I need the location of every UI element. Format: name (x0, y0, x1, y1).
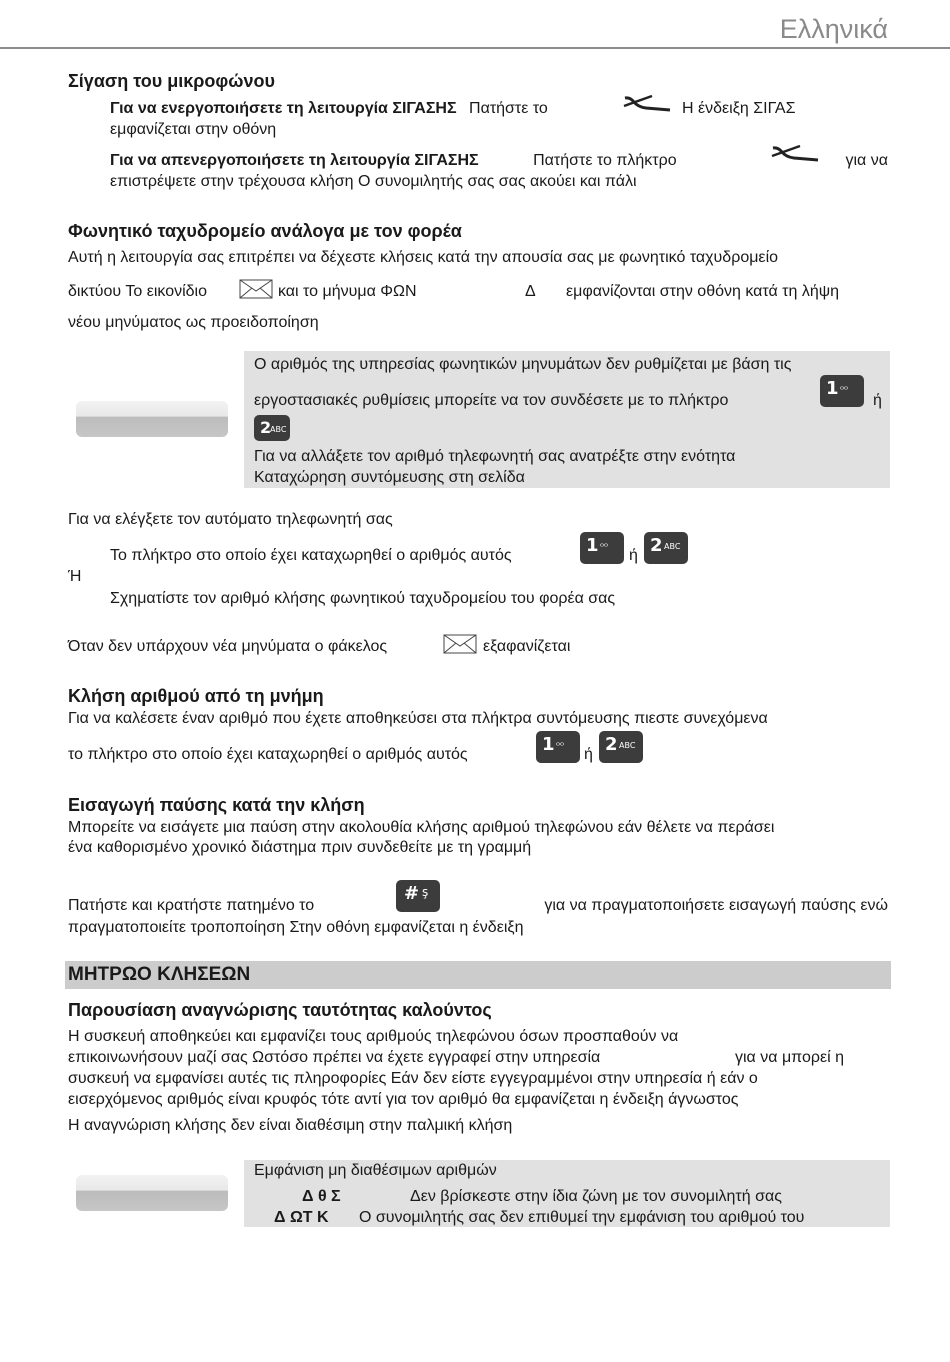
envelope-icon (443, 634, 477, 654)
pause-line4: πραγματοποιείτε τροποποίηση Στην οθόνη εμφανίζεται η ένδειξη (68, 919, 524, 936)
mute-on-text-b: Η ένδειξη ΣΙΓΑΣ (682, 100, 796, 117)
mute-heading: Σίγαση του μικροφώνου (68, 71, 275, 91)
key-2: 2 ABC (254, 415, 290, 441)
check-or-small: ή (629, 547, 638, 564)
pause-line3-b: για να πραγματοποιήσετε εισαγωγή παύσης ενώ (544, 897, 888, 914)
note-r1-text: Δεν βρίσκεστε στην ίδια ζώνη με τον συνομιλητή σας (410, 1188, 782, 1205)
mute-on-bold: Για να ενεργοποιήσετε τη λειτουργία ΣΙΓΑΣΗΣ (110, 100, 457, 117)
caller-p1: Η συσκευή αποθηκεύει και εμφανίζει τους αριθμούς τηλεφώνου όσων προσπαθούν να (68, 1028, 679, 1045)
note-r2-text: Ο συνομιλητής σας δεν επιθυμεί την εμφάνιση του αριθμού του (359, 1209, 805, 1226)
mute-on-text-c: εμφανίζεται στην οθόνη (110, 121, 277, 138)
pause-heading: Εισαγωγή παύσης κατά την κλήση (68, 795, 365, 815)
caller-p2-a: επικοινωνήσουν μαζί σας Ωστόσο πρέπει να έχετε εγγραφεί στην υπηρεσία (68, 1049, 601, 1066)
language-label: Ελληνικά (779, 14, 888, 44)
note-line3: Για να αλλάξετε τον αριθμό τηλεφωνητή σας ανατρέξτε στην ενότητα (254, 448, 736, 465)
voicemail-p1: Αυτή η λειτουργία σας επιτρέπει να δέχεστε κλήσεις κατά την απουσία σας με φωνητικό ταχυδρομείο (68, 249, 779, 266)
voicemail-p2-c: Δ (525, 283, 536, 300)
caller-p5: Η αναγνώριση κλήσης δεν είναι διαθέσιμη στην παλμική κλήση (68, 1117, 513, 1134)
caller-p4: εισερχόμενος αριθμός είναι κρυφός τότε αντί για τον αριθμό θα εμφανίζεται η ένδειξη άγνωστος (68, 1091, 739, 1108)
caller-p3: συσκευή να εμφανίσει αυτές τις πληροφορίες Εάν δεν είστε εγγεγραμμένοι στην υπηρεσία ή εάν ο (68, 1070, 758, 1087)
check-opt2: Σχηματίστε τον αριθμό κλήσης φωνητικού ταχυδρομείου του φορέα σας (110, 590, 616, 607)
mute-off-text-b: για να (845, 152, 888, 169)
note-box (244, 1160, 890, 1227)
key-2: 2 ABC (599, 731, 643, 763)
pause-line1: Μπορείτε να εισάγετε μια παύση στην ακολουθία κλήσης αριθμού τηλεφώνου εάν θέλετε να περάσει (68, 819, 775, 836)
memory-heading: Κλήση αριθμού από τη μνήμη (68, 686, 324, 706)
mute-off-bold: Για να απενεργοποιήσετε τη λειτουργία ΣΙΓΑΣΗΣ (110, 152, 479, 169)
check-or: Ή (68, 568, 82, 585)
caller-id-heading: Παρουσίαση αναγνώρισης ταυτότητας καλούντος (68, 1000, 492, 1020)
mute-on-text-a: Πατήστε το (469, 100, 548, 117)
key-1: 1 ᴼᴼ (580, 532, 624, 564)
check-opt1: Το πλήκτρο στο οποίο έχει καταχωρηθεί ο αριθμός αυτός (110, 547, 512, 564)
voicemail-p2-a: δικτύου Το εικονίδιο (68, 283, 207, 300)
voicemail-p2-d: εμφανίζονται στην οθόνη κατά τη λήψη (566, 283, 840, 300)
voicemail-p2-b: και το μήνυμα ΦΩΝ (278, 283, 417, 300)
voicemail-heading: Φωνητικό ταχυδρομείο ανάλογα με τον φορέα (68, 221, 462, 241)
memory-line2: το πλήκτρο στο οποίο έχει καταχωρηθεί ο αριθμός αυτός (68, 746, 468, 763)
memory-line1: Για να καλέσετε έναν αριθμό που έχετε αποθηκεύσει στα πλήκτρα συντόμευσης πιεστε συνεχόμενα (68, 710, 768, 727)
memory-or: ή (584, 746, 593, 763)
mute-icon (770, 144, 822, 166)
note-title: Εμφάνιση μη διαθέσιμων αριθμών (254, 1162, 497, 1179)
hash-key: # ş (396, 880, 440, 912)
key-1: 1 ᴼᴼ (820, 375, 864, 407)
mute-off-text-c: επιστρέψετε στην τρέχουσα κλήση Ο συνομιλητής σας σας ακούει και πάλι (110, 173, 637, 190)
voicemail-p3: νέου μηνύματος ως προειδοποίηση (68, 314, 319, 331)
note-r2-label: Δ ΩΤ Κ (274, 1209, 329, 1226)
check-intro: Για να ελέγξετε τον αυτόματο τηλεφωνητή σας (68, 511, 393, 528)
caller-p2-b: για να μπορεί η (735, 1049, 845, 1066)
note-tab (76, 401, 228, 437)
note-line2: εργοστασιακές ρυθμίσεις μπορείτε να τον συνδέσετε με το πλήκτρο (254, 392, 729, 409)
section-bar (65, 961, 891, 989)
key-1: 1 ᴼᴼ (536, 731, 580, 763)
header-divider (0, 47, 950, 49)
mute-off-text-a: Πατήστε το πλήκτρο (533, 152, 677, 169)
envelope-icon (239, 279, 273, 299)
mute-icon (622, 94, 674, 116)
note-tab (76, 1175, 228, 1211)
note-box (244, 351, 890, 488)
note-or: ή (873, 392, 882, 409)
pause-line2: ένα καθορισμένο χρονικό διάστημα πριν συνδεθείτε με τη γραμμή (68, 839, 532, 856)
note-r1-label: Δ θ Σ (302, 1188, 341, 1205)
note-line4: Καταχώρηση συντόμευσης στη σελίδα (254, 469, 525, 486)
key-2: 2 ABC (644, 532, 688, 564)
no-msg-a: Όταν δεν υπάρχουν νέα μηνύματα ο φάκελος (68, 638, 388, 655)
pause-line3-a: Πατήστε και κρατήστε πατημένο το (68, 897, 315, 914)
no-msg-b: εξαφανίζεται (483, 638, 571, 655)
note-line1: Ο αριθμός της υπηρεσίας φωνητικών μηνυμάτων δεν ρυθμίζεται με βάση τις (254, 356, 792, 373)
section-title: ΜΗΤΡΩΟ ΚΛΗΣΕΩΝ (68, 964, 251, 985)
